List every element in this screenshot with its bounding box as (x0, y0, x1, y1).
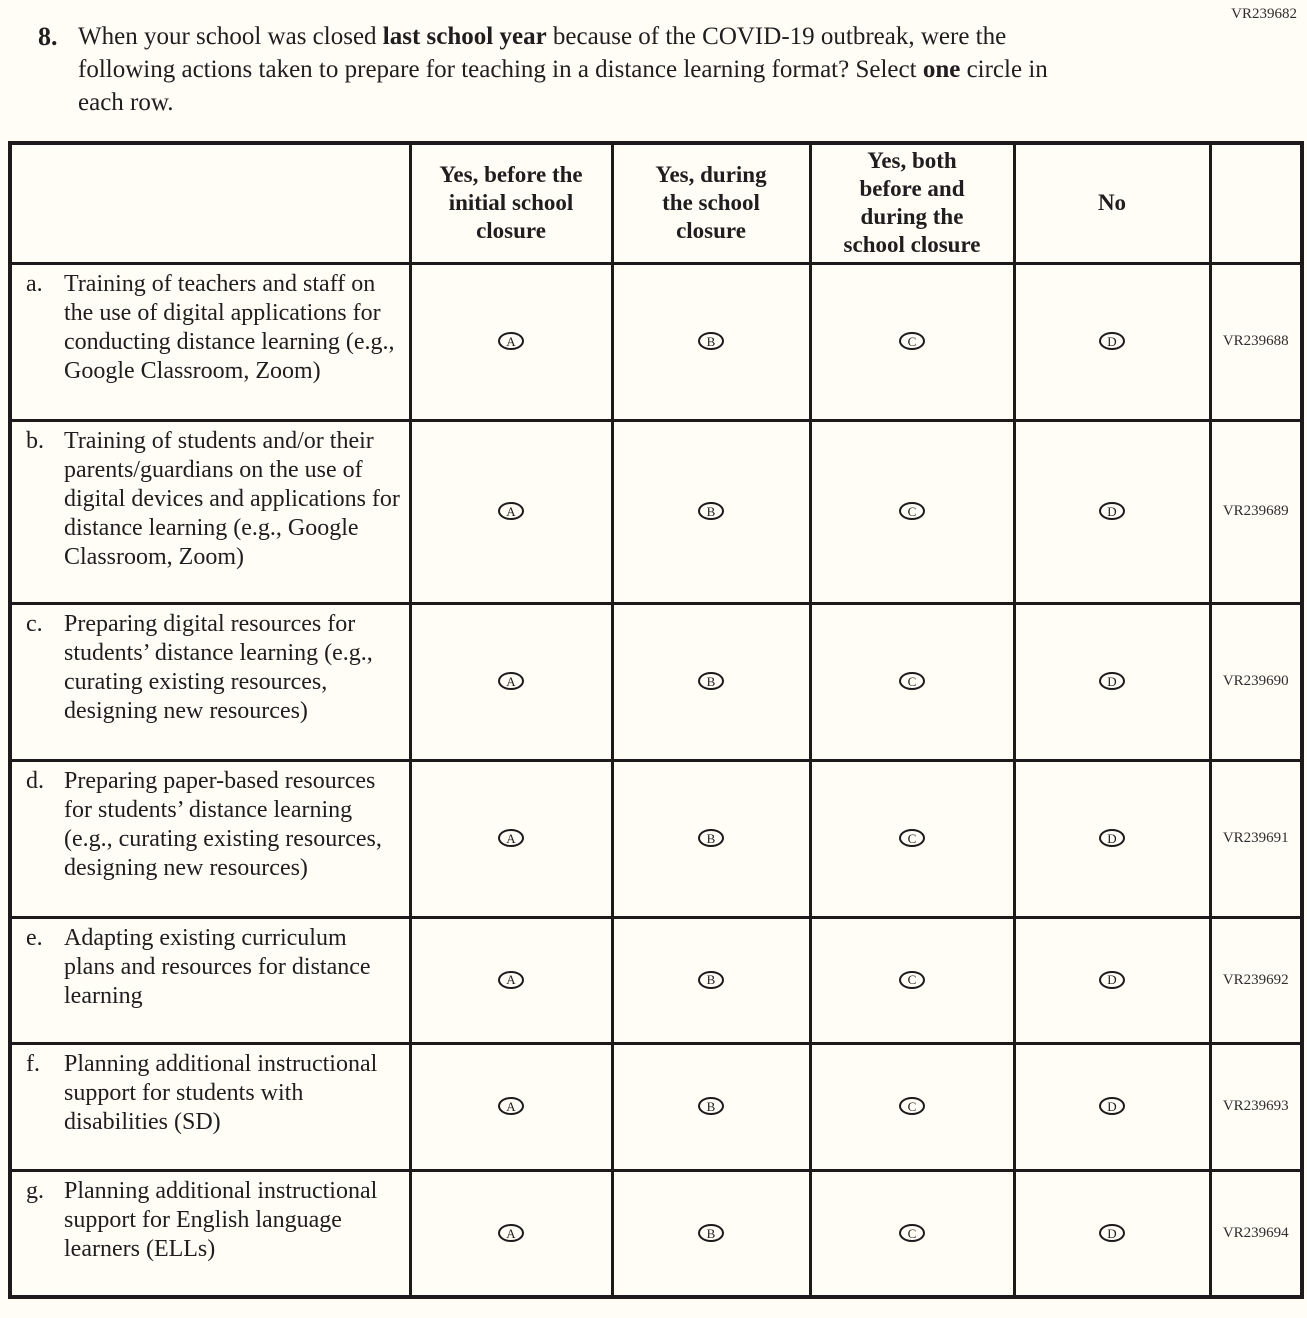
column-header-yes-during: Yes, during the school closure (612, 143, 810, 263)
cell-b-yes-during (612, 420, 810, 603)
answer-bubble-b[interactable]: B (698, 1224, 724, 1242)
question-text-part1: When your school was closed (78, 23, 383, 50)
cell-e-yes-during (612, 917, 810, 1043)
cell-a-no (1014, 263, 1210, 420)
cell-a-yes-both (810, 263, 1014, 420)
question-8 (0, 0, 1307, 119)
question-text (78, 20, 1098, 119)
header-row (10, 143, 1302, 263)
table-row-g (10, 1170, 1302, 1297)
answer-bubble-d[interactable]: D (1099, 829, 1125, 847)
cell-a-yes-during (612, 263, 810, 420)
answer-bubble-a[interactable]: A (498, 672, 524, 690)
answer-bubble-b[interactable]: B (698, 332, 724, 350)
row-variable-code: VR239692 (1210, 917, 1302, 1043)
answer-bubble-a[interactable]: A (498, 1224, 524, 1242)
row-text: Preparing paper-based resources for students’ distance learning (e.g., curating existing resources, designing new resources) (64, 767, 382, 881)
column-header-yes-before: Yes, before the initial school closure (410, 143, 612, 263)
table-row-c (10, 603, 1302, 760)
row-text: Planning additional instructional support for students with disabilities (SD) (64, 1050, 378, 1135)
cell-g-yes-before (410, 1170, 612, 1297)
row-text: Preparing digital resources for students’ distance learning (e.g., curating existing resources, designing new resources) (64, 610, 373, 724)
row-variable-code: VR239691 (1210, 760, 1302, 917)
cell-d-yes-both (810, 760, 1014, 917)
answer-bubble-c[interactable]: C (899, 502, 925, 520)
cell-e-yes-before (410, 917, 612, 1043)
cell-f-yes-both (810, 1043, 1014, 1170)
cell-c-yes-before (410, 603, 612, 760)
answer-bubble-b[interactable]: B (698, 502, 724, 520)
answer-bubble-d[interactable]: D (1099, 1097, 1125, 1115)
answer-bubble-a[interactable]: A (498, 502, 524, 520)
cell-f-no (1014, 1043, 1210, 1170)
row-label-f (10, 1043, 410, 1170)
row-text: Planning additional instructional support for English language learners (ELLs) (64, 1177, 378, 1262)
question-text-part2: because of the COVID-19 outbreak, were the following actions taken to prepare for teaching in a distance learning format? Select (78, 23, 1007, 83)
row-label-c (10, 603, 410, 760)
cell-a-yes-before (410, 263, 612, 420)
cell-c-yes-during (612, 603, 810, 760)
row-variable-code: VR239693 (1210, 1043, 1302, 1170)
cell-b-yes-before (410, 420, 612, 603)
answer-bubble-b[interactable]: B (698, 1097, 724, 1115)
answer-bubble-b[interactable]: B (698, 672, 724, 690)
row-letter: g. (26, 1177, 44, 1204)
row-letter: d. (26, 767, 44, 794)
cell-c-yes-both (810, 603, 1014, 760)
column-header-yes-both: Yes, both before and during the school closure (810, 143, 1014, 263)
cell-d-no (1014, 760, 1210, 917)
question-text-bold1: last school year (382, 23, 547, 50)
answer-bubble-c[interactable]: C (899, 971, 925, 989)
table-row-e (10, 917, 1302, 1043)
answer-bubble-a[interactable]: A (498, 829, 524, 847)
answer-bubble-a[interactable]: A (498, 971, 524, 989)
row-letter: e. (26, 924, 43, 951)
cell-b-no (1014, 420, 1210, 603)
answer-bubble-d[interactable]: D (1099, 502, 1125, 520)
question-text-bold2: one (922, 56, 961, 83)
row-text: Adapting existing curriculum plans and resources for distance learning (64, 924, 371, 1009)
table-row-d (10, 760, 1302, 917)
answer-bubble-c[interactable]: C (899, 829, 925, 847)
cell-d-yes-before (410, 760, 612, 917)
answer-bubble-b[interactable]: B (698, 829, 724, 847)
table-row-f (10, 1043, 1302, 1170)
cell-f-yes-before (410, 1043, 612, 1170)
answer-bubble-c[interactable]: C (899, 1097, 925, 1115)
row-label-g (10, 1170, 410, 1297)
answer-bubble-c[interactable]: C (899, 672, 925, 690)
row-variable-code: VR239694 (1210, 1170, 1302, 1297)
cell-c-no (1014, 603, 1210, 760)
cell-g-no (1014, 1170, 1210, 1297)
row-variable-code: VR239688 (1210, 263, 1302, 420)
response-matrix-table (8, 141, 1304, 1299)
answer-bubble-d[interactable]: D (1099, 1224, 1125, 1242)
cell-g-yes-during (612, 1170, 810, 1297)
header-blank-code-column (1210, 143, 1302, 263)
cell-e-no (1014, 917, 1210, 1043)
row-letter: a. (26, 270, 43, 297)
row-text: Training of teachers and staff on the use of digital applications for conducting distance learning (e.g., Google Classroom, Zoom) (64, 270, 395, 384)
page-variable-code: VR239682 (1231, 6, 1297, 22)
table-row-b (10, 420, 1302, 603)
row-variable-code: VR239689 (1210, 420, 1302, 603)
header-blank-stub (10, 143, 410, 263)
cell-d-yes-during (612, 760, 810, 917)
answer-bubble-c[interactable]: C (899, 1224, 925, 1242)
row-label-a (10, 263, 410, 420)
row-letter: f. (26, 1050, 40, 1077)
cell-g-yes-both (810, 1170, 1014, 1297)
answer-bubble-a[interactable]: A (498, 332, 524, 350)
question-number: 8. (38, 22, 58, 51)
answer-bubble-d[interactable]: D (1099, 971, 1125, 989)
cell-b-yes-both (810, 420, 1014, 603)
answer-bubble-a[interactable]: A (498, 1097, 524, 1115)
row-letter: b. (26, 427, 44, 454)
row-label-e (10, 917, 410, 1043)
answer-bubble-b[interactable]: B (698, 971, 724, 989)
cell-f-yes-during (612, 1043, 810, 1170)
answer-bubble-d[interactable]: D (1099, 332, 1125, 350)
answer-bubble-c[interactable]: C (899, 332, 925, 350)
column-header-no: No (1014, 143, 1210, 263)
table-row-a (10, 263, 1302, 420)
row-variable-code: VR239690 (1210, 603, 1302, 760)
answer-bubble-d[interactable]: D (1099, 672, 1125, 690)
question-text-part3: circle in each row. (78, 56, 1048, 116)
cell-e-yes-both (810, 917, 1014, 1043)
row-label-d (10, 760, 410, 917)
row-label-b (10, 420, 410, 603)
row-text: Training of students and/or their parents/guardians on the use of digital devices and applications for distance learning (e.g., Google Classroom, Zoom) (64, 427, 400, 570)
row-letter: c. (26, 610, 43, 637)
